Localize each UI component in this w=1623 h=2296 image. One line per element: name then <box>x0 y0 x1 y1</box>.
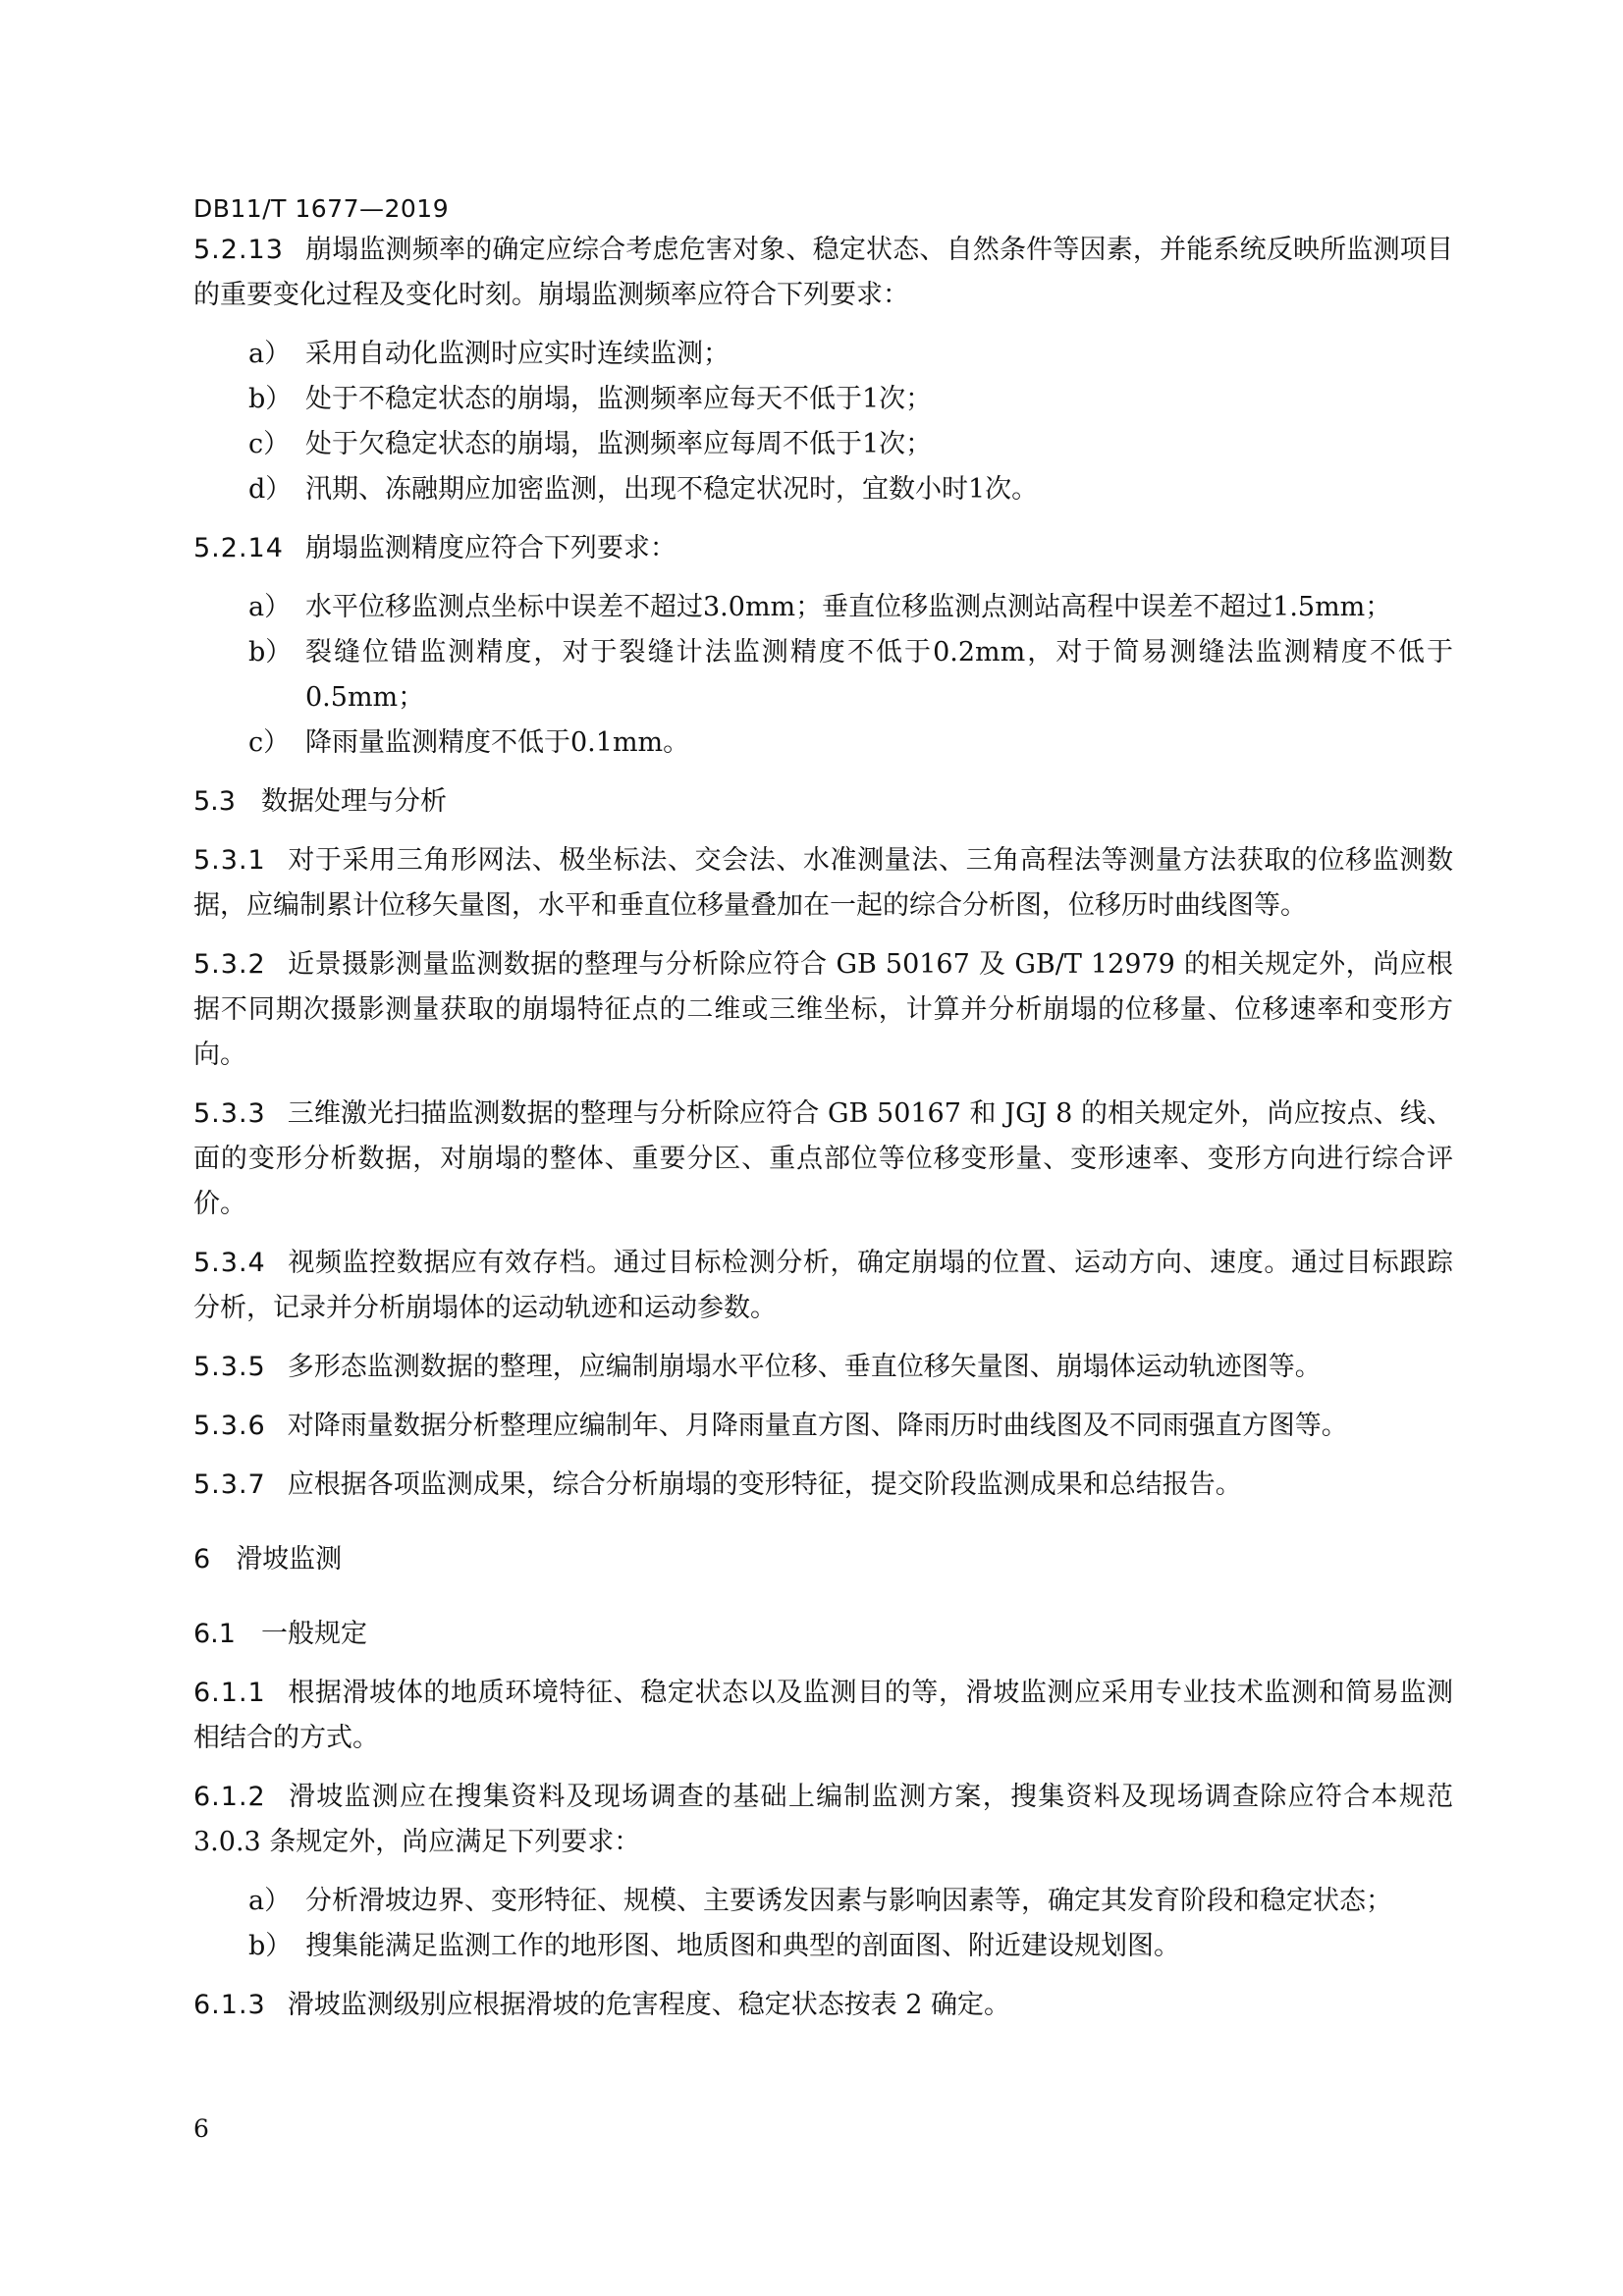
clause-5-3-3 <box>193 1092 1453 1227</box>
list-marker: c） <box>248 429 291 459</box>
list-marker: a） <box>248 1886 292 1916</box>
clause-text: 对于采用三角形网法、极坐标法、交会法、水准测量法、三角高程法等测量方法获取的位移监测数据，应编制累计位移矢量图，水平和垂直位移量叠加在一起的综合分析图，位移历时曲线图等。 <box>193 845 1453 921</box>
list-item <box>193 332 1453 377</box>
list-item <box>193 630 1453 721</box>
clause-text: 三维激光扫描监测数据的整理与分析除应符合 GB 50167 和 JGJ 8 的相关规定外，尚应按点、线、面的变形分析数据，对崩塌的整体、重要分区、重点部位等位移变形量、变形速率、变形方向进行综合评价。 <box>193 1098 1453 1219</box>
list-item <box>193 1879 1453 1924</box>
clause-5-2-14 <box>193 526 1453 571</box>
standard-code-header: DB11/T 1677—2019 <box>193 194 450 223</box>
list-marker: b） <box>248 384 293 414</box>
list-item <box>193 585 1453 630</box>
clause-number: 5.3.3 <box>193 1098 266 1129</box>
list-item <box>193 377 1453 422</box>
list-item-text: 降雨量监测精度不低于0.1mm。 <box>305 727 690 758</box>
clause-6-1-3 <box>193 1983 1453 2028</box>
list-item <box>193 721 1453 766</box>
clause-number: 6.1.1 <box>193 1678 266 1708</box>
list-item <box>193 422 1453 467</box>
list-item-text: 采用自动化监测时应实时连续监测； <box>305 339 730 369</box>
clause-5-3-6 <box>193 1404 1453 1449</box>
chapter-number: 6 <box>193 1544 211 1575</box>
section-title: 数据处理与分析 <box>260 786 447 817</box>
list-marker: a） <box>248 339 292 369</box>
clause-text: 应根据各项监测成果，综合分析崩塌的变形特征，提交阶段监测成果和总结报告。 <box>287 1469 1242 1500</box>
clause-text: 滑坡监测级别应根据滑坡的危害程度、稳定状态按表 2 确定。 <box>287 1990 1011 2020</box>
list-item-text: 水平位移监测点坐标中误差不超过3.0mm；垂直位移监测点测站高程中误差不超过1.5mm； <box>305 592 1392 622</box>
list-marker: c） <box>248 727 291 758</box>
list-marker: a） <box>248 592 292 622</box>
list-item-text: 汛期、冻融期应加密监测，出现不稳定状况时，宜数小时1次。 <box>305 474 1039 505</box>
clause-6-1-2 <box>193 1775 1453 1865</box>
clause-number: 5.3.1 <box>193 845 266 876</box>
clause-text: 崩塌监测精度应符合下列要求： <box>304 533 676 563</box>
list-item-text: 处于欠稳定状态的崩塌，监测频率应每周不低于1次； <box>305 429 933 459</box>
clause-text: 崩塌监测频率的确定应综合考虑危害对象、稳定状态、自然条件等因素，并能系统反映所监测项目的重要变化过程及变化时刻。崩塌监测频率应符合下列要求： <box>193 235 1453 310</box>
list-item-text: 分析滑坡边界、变形特征、规模、主要诱发因素与影响因素等，确定其发育阶段和稳定状态； <box>305 1886 1392 1916</box>
clause-number: 5.3.6 <box>193 1411 266 1441</box>
list-marker: b） <box>248 637 293 667</box>
list-item-text: 搜集能满足监测工作的地形图、地质图和典型的剖面图、附近建设规划图。 <box>305 1931 1180 1961</box>
section-number: 6.1 <box>193 1619 236 1649</box>
section-heading-5-3 <box>193 779 1453 825</box>
clause-text: 根据滑坡体的地质环境特征、稳定状态以及监测目的等，滑坡监测应采用专业技术监测和简易监测相结合的方式。 <box>193 1678 1453 1753</box>
clause-number: 5.2.14 <box>193 533 284 563</box>
clause-number: 5.3.4 <box>193 1248 266 1278</box>
section-title: 一般规定 <box>260 1619 367 1649</box>
page-number: 6 <box>193 2114 209 2143</box>
section-number: 5.3 <box>193 786 236 817</box>
list-marker: b） <box>248 1931 293 1961</box>
list-marker: d） <box>248 474 293 505</box>
section-heading-6-1 <box>193 1612 1453 1657</box>
list-item <box>193 467 1453 512</box>
list-item <box>193 1924 1453 1969</box>
clause-number: 6.1.3 <box>193 1990 266 2020</box>
clause-number: 5.3.7 <box>193 1469 266 1500</box>
clause-6-1-2-list <box>193 1879 1453 1969</box>
clause-5-2-13 <box>193 228 1453 318</box>
clause-5-3-4 <box>193 1241 1453 1331</box>
clause-5-3-1 <box>193 838 1453 929</box>
clause-number: 5.3.5 <box>193 1352 266 1382</box>
list-item-text: 裂缝位错监测精度，对于裂缝计法监测精度不低于0.2mm，对于简易测缝法监测精度不低于0.5mm； <box>305 637 1453 713</box>
clause-5-3-7 <box>193 1463 1453 1508</box>
clause-text: 对降雨量数据分析整理应编制年、月降雨量直方图、降雨历时曲线图及不同雨强直方图等。 <box>287 1411 1348 1441</box>
chapter-heading-6 <box>193 1537 1453 1582</box>
clause-6-1-1 <box>193 1671 1453 1761</box>
clause-5-3-5 <box>193 1345 1453 1390</box>
clause-5-2-14-list <box>193 585 1453 766</box>
clause-5-3-2 <box>193 942 1453 1078</box>
clause-text: 视频监控数据应有效存档。通过目标检测分析，确定崩塌的位置、运动方向、速度。通过目标跟踪分析，记录并分析崩塌体的运动轨迹和运动参数。 <box>193 1248 1453 1323</box>
clause-text: 滑坡监测应在搜集资料及现场调查的基础上编制监测方案，搜集资料及现场调查除应符合本规范 3.0.3 条规定外，尚应满足下列要求： <box>193 1782 1453 1857</box>
clause-number: 5.2.13 <box>193 235 284 265</box>
clause-number: 5.3.2 <box>193 949 266 980</box>
list-item-text: 处于不稳定状态的崩塌，监测频率应每天不低于1次； <box>305 384 933 414</box>
clause-text: 多形态监测数据的整理，应编制崩塌水平位移、垂直位移矢量图、崩塌体运动轨迹图等。 <box>287 1352 1322 1382</box>
clause-5-2-13-list <box>193 332 1453 512</box>
chapter-title: 滑坡监测 <box>236 1544 343 1575</box>
clause-number: 6.1.2 <box>193 1782 266 1812</box>
clause-text: 近景摄影测量监测数据的整理与分析除应符合 GB 50167 及 GB/T 12979 的相关规定外，尚应根据不同期次摄影测量获取的崩塌特征点的二维或三维坐标，计算并分析崩塌的位移量、位移速率和变形方向。 <box>193 949 1453 1070</box>
page-content <box>193 228 1453 2042</box>
